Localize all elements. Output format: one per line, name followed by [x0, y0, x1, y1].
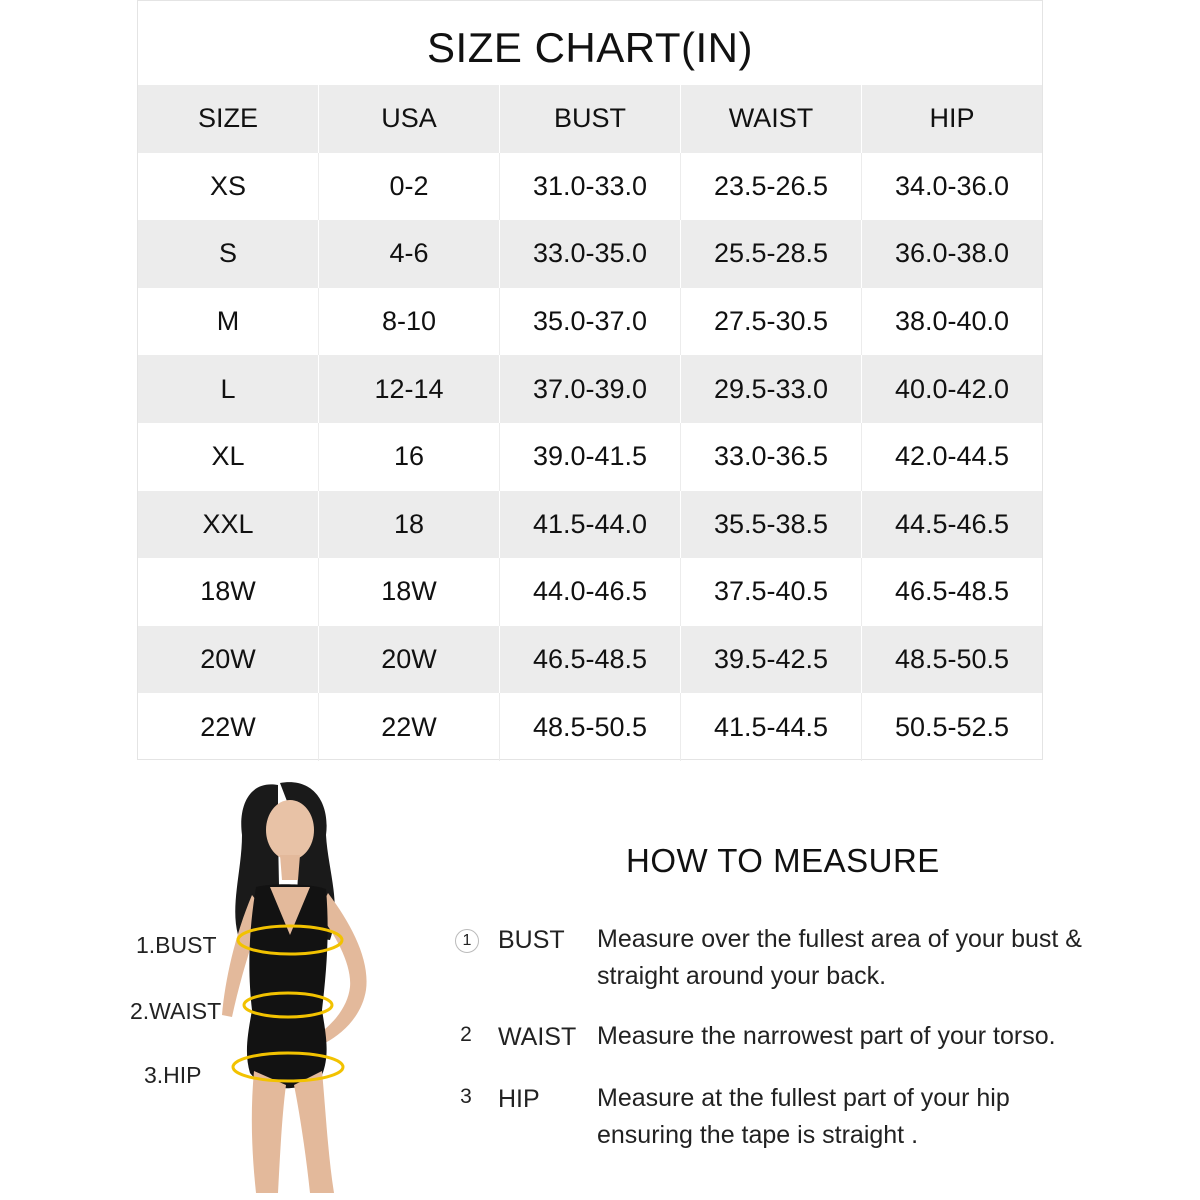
- table-header-cell: SIZE: [138, 85, 319, 153]
- table-cell: XS: [138, 153, 319, 221]
- table-cell: 39.5-42.5: [681, 626, 862, 694]
- step-description: Measure at the fullest part of your hip ensuring the tape is straight .: [597, 1084, 1010, 1149]
- table-cell: S: [138, 220, 319, 288]
- table-cell: L: [138, 355, 319, 423]
- table-row: [138, 355, 1042, 423]
- table-cell: 16: [319, 423, 500, 491]
- step-label: BUST: [498, 926, 565, 954]
- step-number: 1: [455, 929, 479, 953]
- table-cell: 29.5-33.0: [681, 355, 862, 423]
- table-cell: 35.0-37.0: [500, 288, 681, 356]
- table-cell: 8-10: [319, 288, 500, 356]
- table-cell: 0-2: [319, 153, 500, 221]
- table-cell: 35.5-38.5: [681, 491, 862, 559]
- table-cell: 18W: [138, 558, 319, 626]
- table-cell: 4-6: [319, 220, 500, 288]
- table-cell: XXL: [138, 491, 319, 559]
- table-cell: 37.0-39.0: [500, 355, 681, 423]
- table-row: [138, 626, 1042, 694]
- table-cell: 20W: [319, 626, 500, 694]
- step-label: WAIST: [498, 1023, 577, 1051]
- table-cell: 22W: [138, 693, 319, 761]
- step-description: Measure over the fullest area of your bust & straight around your back.: [597, 925, 1082, 990]
- table-row: [138, 220, 1042, 288]
- step-label: HIP: [498, 1085, 540, 1113]
- table-cell: 48.5-50.5: [894, 644, 1010, 675]
- table-cell: 33.0-35.0: [500, 220, 681, 288]
- table-cell: 22W: [319, 693, 500, 761]
- step-description: Measure the narrowest part of your torso.: [597, 1022, 1056, 1050]
- table-cell: 18: [319, 491, 500, 559]
- table-cell: 31.0-33.0: [500, 153, 681, 221]
- step-number: 2: [460, 1023, 472, 1046]
- model-illustration: [130, 775, 450, 1195]
- table-cell: 37.5-40.5: [681, 558, 862, 626]
- table-cell: 20W: [138, 626, 319, 694]
- table-header-cell: BUST: [500, 85, 681, 153]
- table-cell: 25.5-28.5: [681, 220, 862, 288]
- table-cell: 41.5-44.5: [681, 693, 862, 761]
- table-cell: 46.5-48.5: [500, 626, 681, 694]
- table-cell: 34.0-36.0: [894, 170, 1010, 201]
- table-row: [138, 153, 1042, 221]
- table-cell: 41.5-44.0: [500, 491, 681, 559]
- table-header-row: [138, 85, 1042, 153]
- table-cell: 46.5-48.5: [894, 576, 1010, 607]
- table-row: [138, 693, 1042, 761]
- table-cell: 48.5-50.5: [500, 693, 681, 761]
- bust-label: 1.BUST: [136, 932, 217, 958]
- table-cell: 40.0-42.0: [894, 373, 1010, 404]
- how-to-measure-title: HOW TO MEASURE: [626, 842, 940, 879]
- table-row: [138, 491, 1042, 559]
- table-row: [138, 288, 1042, 356]
- table-cell: 12-14: [319, 355, 500, 423]
- table-header-cell: WAIST: [681, 85, 862, 153]
- table-cell: 27.5-30.5: [681, 288, 862, 356]
- table-cell: M: [138, 288, 319, 356]
- table-header-cell: HIP: [929, 103, 975, 134]
- table-cell: 42.0-44.5: [894, 441, 1010, 472]
- table-cell: 36.0-38.0: [894, 238, 1010, 269]
- table-cell: 23.5-26.5: [681, 153, 862, 221]
- table-cell: 38.0-40.0: [894, 306, 1010, 337]
- chart-title: SIZE CHART(IN): [427, 24, 753, 71]
- waist-label: 2.WAIST: [130, 998, 222, 1024]
- table-cell: 44.5-46.5: [894, 508, 1010, 539]
- table-row: [138, 423, 1042, 491]
- table-cell: 44.0-46.5: [500, 558, 681, 626]
- hip-label: 3.HIP: [144, 1062, 202, 1088]
- step-number: 3: [460, 1085, 472, 1108]
- table-row: [138, 558, 1042, 626]
- chart-body: [138, 85, 1042, 761]
- table-cell: 50.5-52.5: [894, 711, 1010, 742]
- table-cell: 18W: [319, 558, 500, 626]
- model-figure: [130, 775, 450, 1195]
- table-cell: XL: [138, 423, 319, 491]
- table-cell: 33.0-36.5: [681, 423, 862, 491]
- size-chart-table: [137, 0, 1043, 760]
- table-cell: 39.0-41.5: [500, 423, 681, 491]
- table-header-cell: USA: [319, 85, 500, 153]
